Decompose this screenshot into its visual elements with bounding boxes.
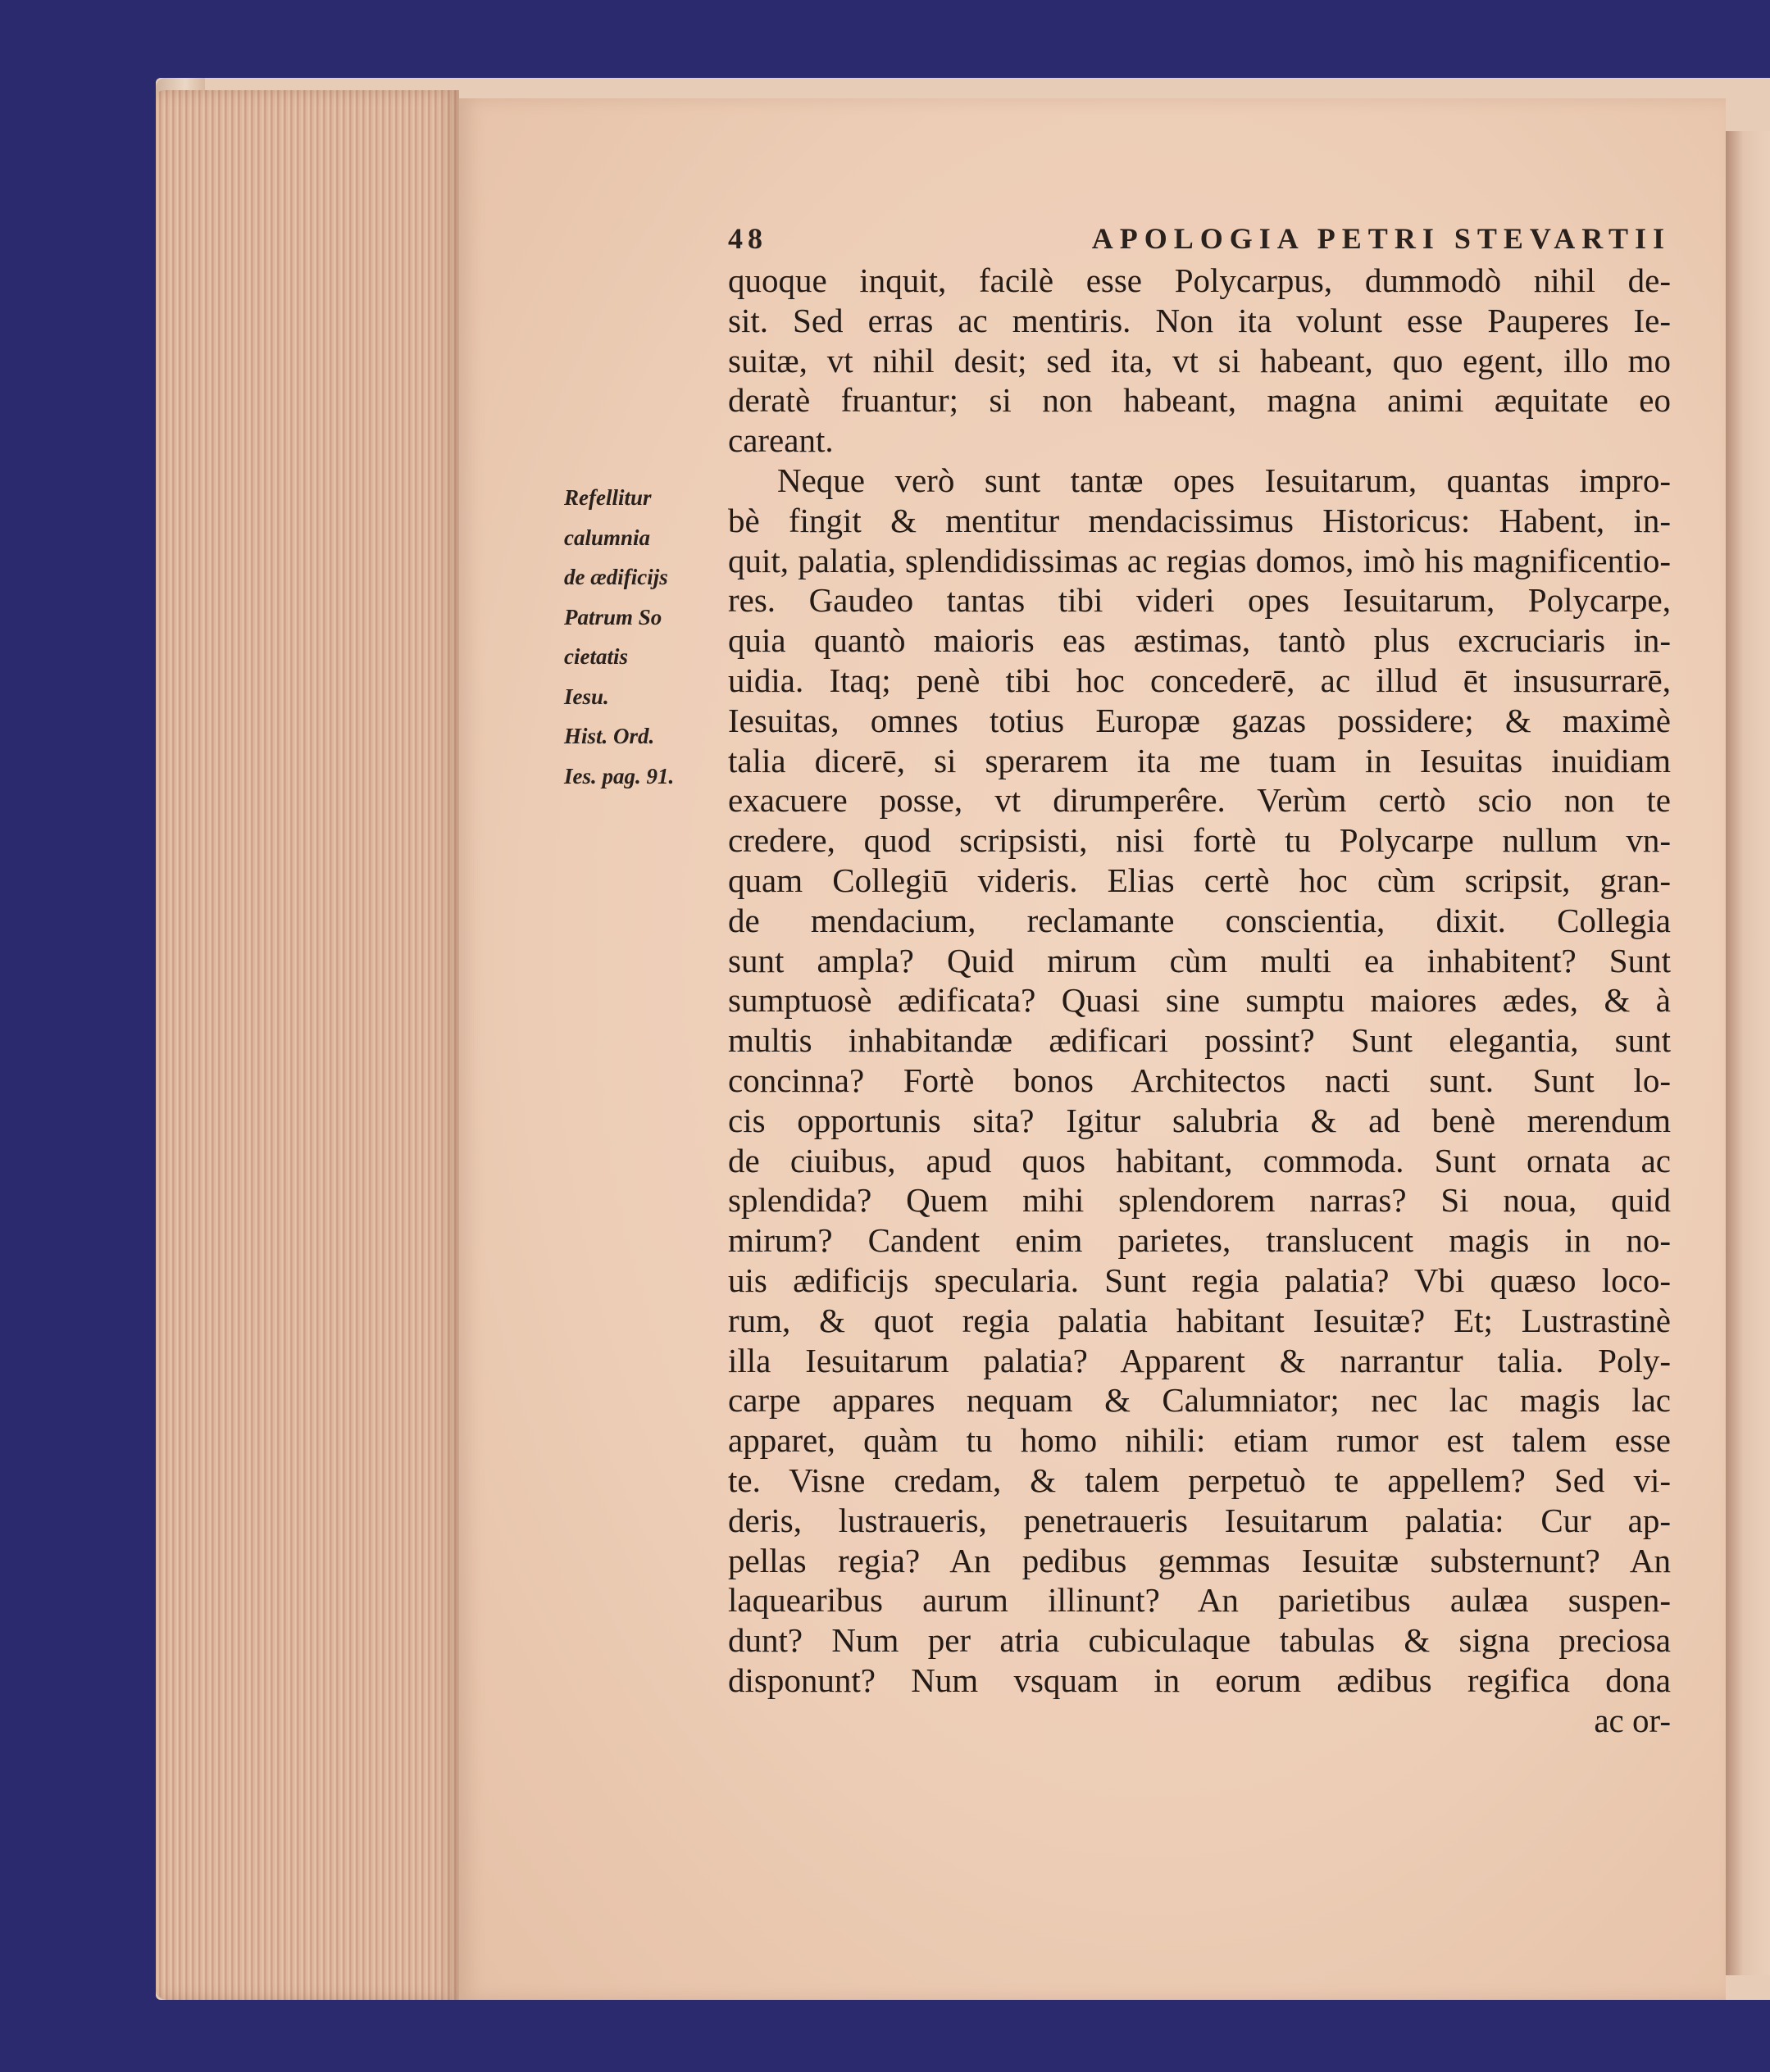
text-line: laquearibus aurum illinunt? An parietibus aulæa suspen- xyxy=(728,1581,1671,1620)
page-fore-edge xyxy=(156,90,459,2000)
text-line: quia quantò maioris eas æstimas, tantò plus excruciaris in- xyxy=(728,621,1671,660)
text-line: quoque inquit, facilè esse Polycarpus, dummodò nihil de- xyxy=(728,261,1671,299)
text-line: sit. Sed erras ac mentiris. Non ita volunt esse Pauperes Ie- xyxy=(728,301,1671,339)
marginal-line: Hist. Ord. xyxy=(564,724,655,748)
text-line: deris, lustraueris, penetraueris Iesuitarum palatia: Cur ap- xyxy=(728,1501,1671,1539)
text-line: exacuere posse, vt dirumperêre. Verùm certò scio non te xyxy=(728,781,1671,820)
text-line: multis inhabitandæ ædificari possint? Sunt elegantia, sunt xyxy=(728,1021,1671,1060)
text-line: deratè fruantur; si non habeant, magna animi æquitate eo xyxy=(728,381,1671,420)
text-line: de mendacium, reclamante conscientia, dixit. Collegia xyxy=(728,901,1671,939)
text-line: sunt ampla? Quid mirum cùm multi ea inhabitent? Sunt xyxy=(728,941,1671,979)
text-line: de ciuibus, apud quos habitant, commoda. Sunt ornata ac xyxy=(728,1141,1671,1179)
text-line: Iesuitas, omnes totius Europæ gazas possidere; & maximè xyxy=(728,701,1671,739)
running-title: APOLOGIA PETRI STEVARTII xyxy=(1091,222,1671,255)
text-line: illa Iesuitarum palatia? Apparent & narrantur talia. Poly- xyxy=(728,1341,1671,1379)
text-line: disponunt? Num vsquam in eorum ædibus regifica dona xyxy=(728,1661,1671,1699)
marginal-line: Patrum So xyxy=(564,604,662,629)
facing-page-edge xyxy=(1726,131,1770,1975)
text-line: pellas regia? An pedibus gemmas Iesuitæ substernunt? An xyxy=(728,1541,1671,1579)
marginal-line: calumnia xyxy=(564,525,651,550)
text-line: careant. xyxy=(728,421,834,460)
marginal-note xyxy=(564,478,720,796)
text-line: uis ædificijs specularia. Sunt regia palatia? Vbi quæso loco- xyxy=(728,1261,1671,1299)
text-line: suitæ, vt nihil desit; sed ita, vt si habeant, quo egent, illo mo xyxy=(728,341,1671,379)
text-line: sumptuosè ædificata? Quasi sine sumptu maiores ædes, & à xyxy=(728,981,1671,1020)
text-line: credere, quod scripsisti, nisi fortè tu Polycarpe nullum vn- xyxy=(728,821,1671,860)
catchword: ac or- xyxy=(1594,1701,1671,1739)
page-number: 48 xyxy=(728,222,767,255)
marginal-line: de ædificijs xyxy=(564,565,668,589)
marginal-line: Iesu. xyxy=(564,684,609,709)
text-line: talia dicerē, si sperarem ita me tuam in Iesuitas inuidiam xyxy=(728,741,1671,779)
text-line: rum, & quot regia palatia habitant Iesuitæ? Et; Lustrastinè xyxy=(728,1301,1671,1339)
text-line: splendida? Quem mihi splendorem narras? Si noua, quid xyxy=(728,1181,1671,1220)
marginal-line: Refellitur xyxy=(564,485,652,510)
text-line: carpe appares nequam & Calumniator; nec lac magis lac xyxy=(728,1381,1671,1420)
text-line: apparet, quàm tu homo nihili: etiam rumor est talem esse xyxy=(728,1421,1671,1460)
text-line: res. Gaudeo tantas tibi videri opes Iesuitarum, Polycarpe, xyxy=(728,581,1671,620)
text-line: bè fingit & mentitur mendacissimus Historicus: Habent, in- xyxy=(728,501,1671,539)
body-text xyxy=(728,261,1671,1740)
text-line: mirum? Candent enim parietes, translucent magis in no- xyxy=(728,1221,1671,1260)
text-line: Neque verò sunt tantæ opes Iesuitarum, quantas impro- xyxy=(777,461,1671,499)
text-line: te. Visne credam, & talem perpetuò te appellem? Sed vi- xyxy=(728,1461,1671,1499)
text-line: dunt? Num per atria cubiculaque tabulas & signa preciosa xyxy=(728,1621,1671,1660)
marginal-line: Ies. pag. 91. xyxy=(564,763,675,788)
text-line: uidia. Itaq; penè tibi hoc concederē, ac illud ēt insusurrarē, xyxy=(728,661,1671,699)
running-header xyxy=(728,221,1671,256)
text-line: cis opportunis sita? Igitur salubria & ad benè merendum xyxy=(728,1101,1671,1139)
text-line: quit, palatia, splendidissimas ac regias domos, imò his magnificentio- xyxy=(728,541,1671,579)
text-line: quam Collegiū videris. Elias certè hoc cùm scripsit, gran- xyxy=(728,861,1671,899)
marginal-line: cietatis xyxy=(564,644,628,669)
text-line: concinna? Fortè bonos Architectos nacti sunt. Sunt lo- xyxy=(728,1061,1671,1099)
